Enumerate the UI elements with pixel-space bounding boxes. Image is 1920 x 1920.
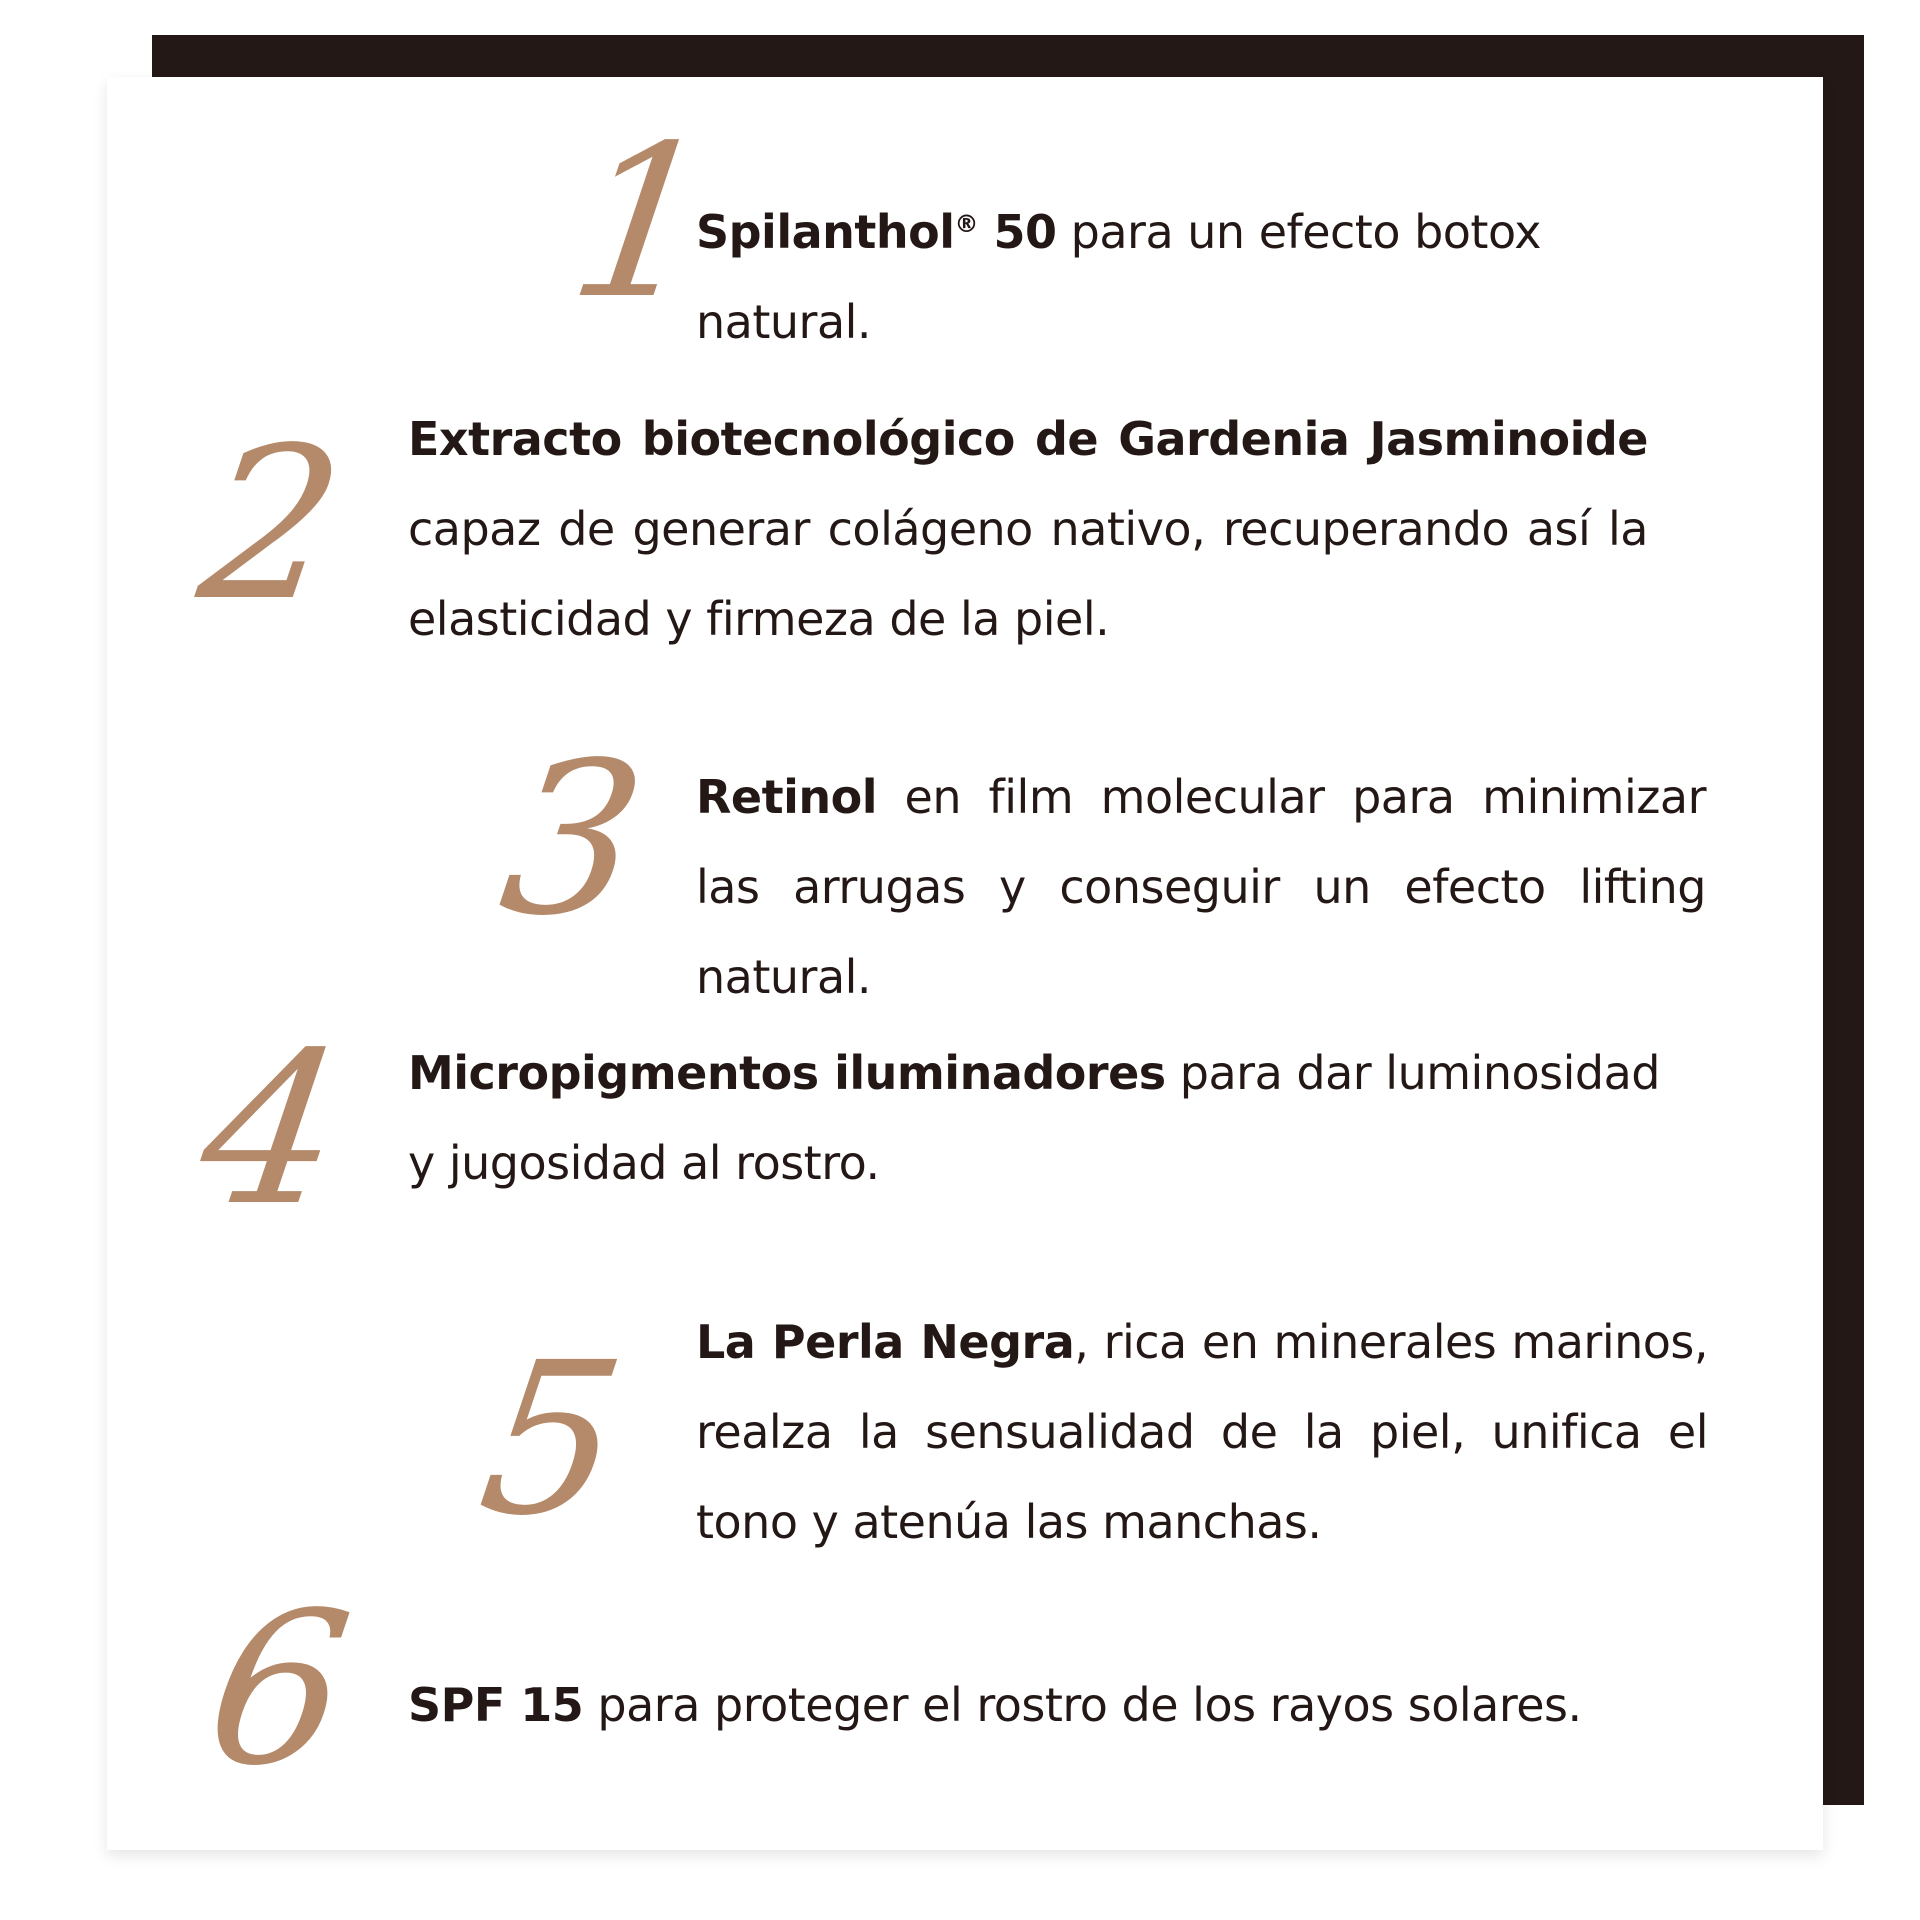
item-6-text xyxy=(408,1660,1688,1750)
item-4-rest: para dar luminosidad xyxy=(1165,1046,1660,1100)
numeral-2: 2 xyxy=(187,402,356,647)
item-5-bold: La Perla Negra xyxy=(696,1315,1075,1369)
item-1-bold-2: 50 xyxy=(978,205,1057,259)
item-4-text xyxy=(408,1028,1668,1208)
item-1-bold: Spilanthol xyxy=(696,205,955,259)
item-3-bold: Retinol xyxy=(696,770,877,824)
item-2-bold: Extracto biotecnológico de Gardenia Jasminoide xyxy=(408,412,1648,466)
numeral-6: 6 xyxy=(194,1567,363,1812)
numeral-5: 5 xyxy=(467,1317,636,1562)
item-1-rest: para un efecto botox natural. xyxy=(696,205,1541,349)
item-4-rest-2: y jugosidad al rostro. xyxy=(408,1136,880,1190)
numeral-4: 4 xyxy=(187,1007,356,1252)
item-6-bold: SPF 15 xyxy=(408,1678,584,1732)
numeral-1: 1 xyxy=(557,100,726,345)
numeral-3: 3 xyxy=(488,717,657,962)
item-4-bold: Micropigmentos iluminadores xyxy=(408,1046,1166,1100)
item-1-text xyxy=(696,187,1716,367)
item-2-rest: capaz de generar colágeno nativo, recuperando así la elasticidad y firmeza de la piel. xyxy=(408,502,1648,646)
item-5-rest: , rica en minerales marinos, realza la sensualidad de la piel, unifica el tono y atenúa las manchas. xyxy=(696,1315,1709,1549)
item-3-rest: en film molecular para minimizar las arrugas y conseguir un efecto lifting natural. xyxy=(696,770,1706,1004)
registered-mark: ® xyxy=(954,210,978,238)
item-6-rest: para proteger el rostro de los rayos solares. xyxy=(583,1678,1582,1732)
item-3-text xyxy=(696,752,1706,1022)
item-5-text xyxy=(696,1297,1708,1567)
item-2-text xyxy=(408,394,1648,664)
